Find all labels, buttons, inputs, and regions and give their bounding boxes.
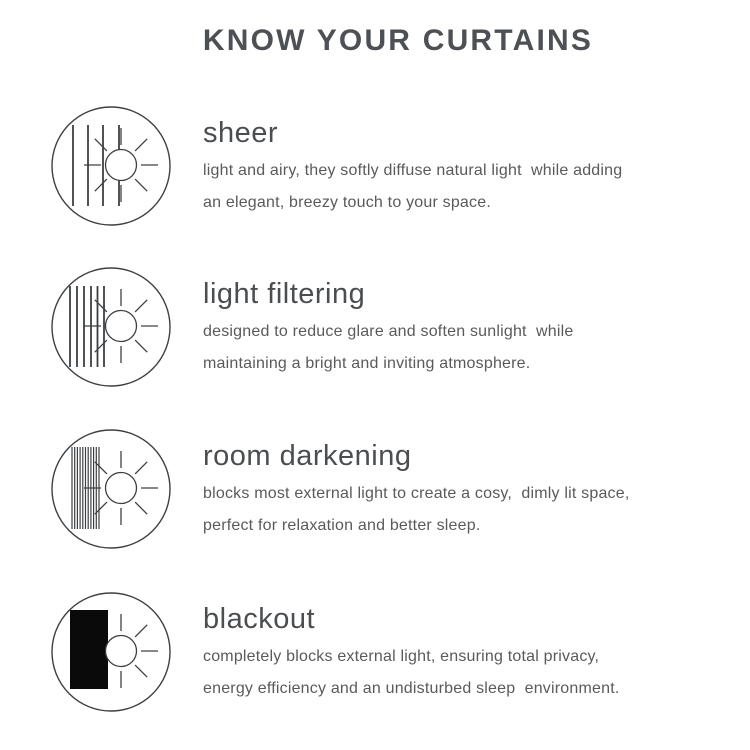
section-heading: light filtering [203, 278, 366, 310]
page-title: KNOW YOUR CURTAINS [202, 24, 594, 57]
section-description [203, 155, 622, 219]
section-heading: blackout [203, 603, 316, 635]
description-line: perfect for relaxation and better sleep. [203, 517, 481, 534]
section-description [203, 316, 573, 380]
description-line: blocks most external light to create a cosy, dimly lit space, [203, 485, 630, 502]
section-description [203, 641, 620, 705]
section-blackout [50, 591, 710, 721]
section-heading: room darkening [203, 440, 412, 472]
description-line: an elegant, breezy touch to your space. [203, 194, 491, 211]
room-darkening-curtain-icon [50, 428, 172, 550]
description-line: energy efficiency and an undisturbed sleep environment. [203, 680, 620, 697]
blackout-curtain-icon [50, 591, 172, 713]
section-light-filtering [50, 266, 710, 396]
description-line: light and airy, they softly diffuse natural light while adding [203, 162, 623, 179]
description-line: completely blocks external light, ensuring total privacy, [203, 648, 600, 665]
section-heading: sheer [203, 117, 279, 149]
description-line: designed to reduce glare and soften sunlight while [203, 323, 574, 340]
light-filtering-curtain-icon [50, 266, 172, 388]
section-description [203, 478, 630, 542]
sheer-curtain-icon [50, 105, 172, 227]
description-line: maintaining a bright and inviting atmosphere. [203, 355, 531, 372]
section-sheer [50, 105, 710, 235]
section-room-darkening [50, 428, 710, 558]
